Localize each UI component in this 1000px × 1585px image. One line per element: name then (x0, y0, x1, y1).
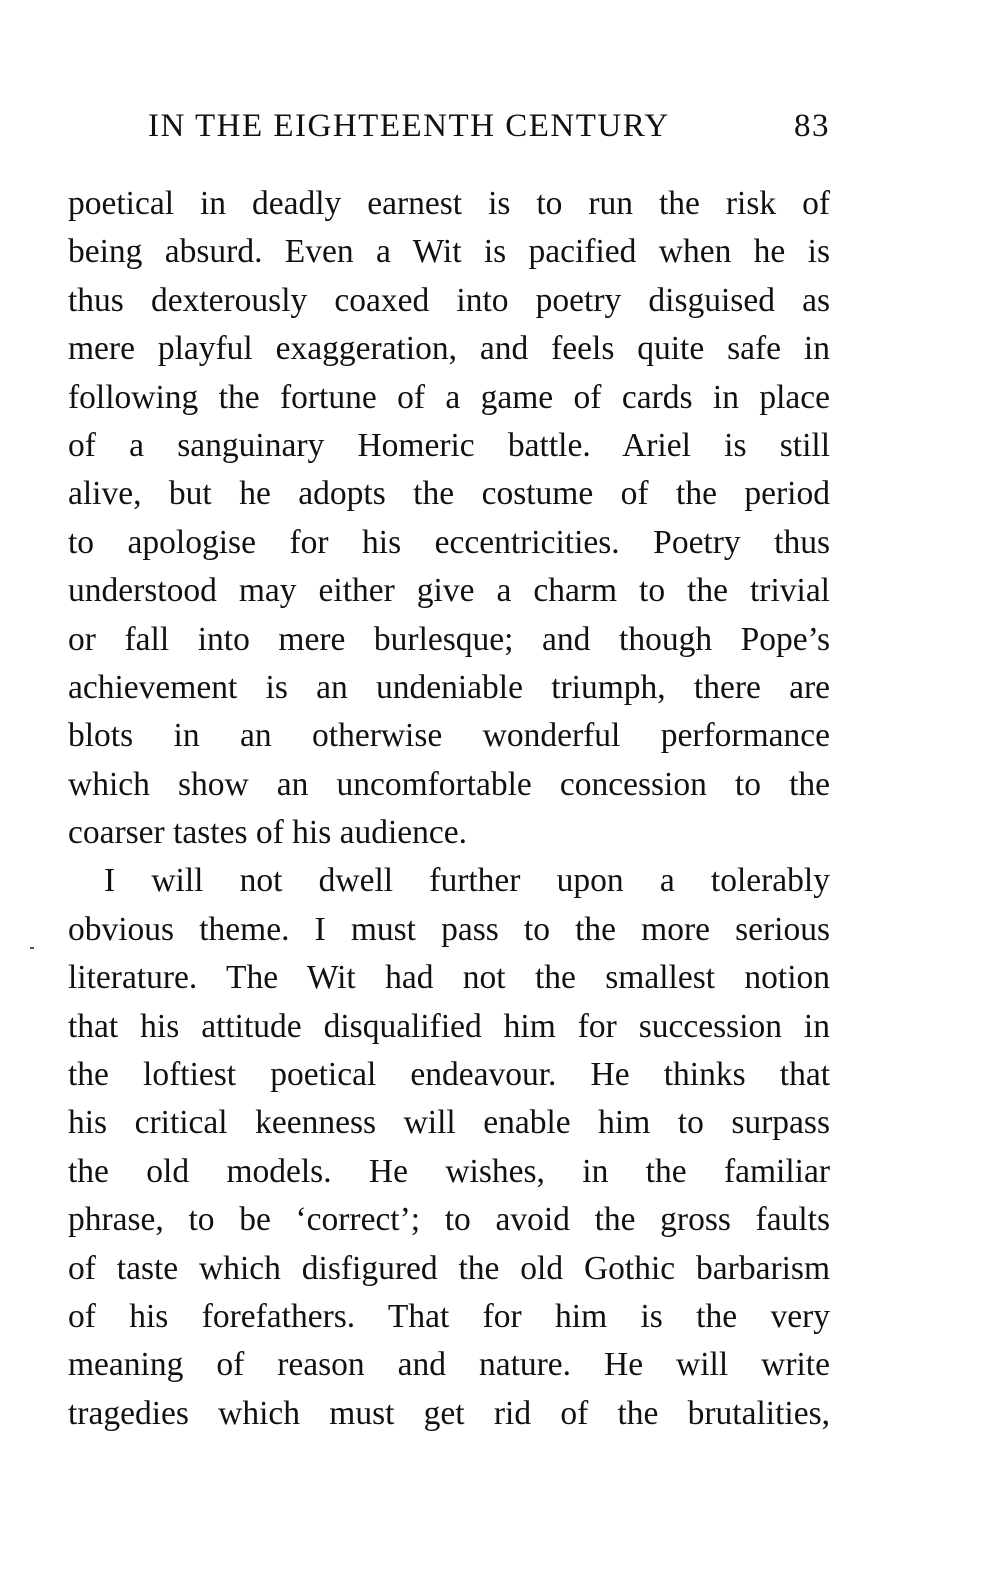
text-line: blots in an otherwise wonderful performance (68, 717, 830, 755)
text-line: poetical in deadly earnest is to run the risk of (68, 185, 830, 222)
text-line: phrase, to be ‘correct’; to avoid the gross faults (68, 1201, 830, 1239)
text-line: obvious theme. I must pass to the more serious (68, 910, 830, 948)
text-line: the loftiest poetical endeavour. He thinks that (68, 1056, 830, 1094)
text-line: achievement is an undeniable triumph, there are (68, 668, 830, 706)
text-line: alive, but he adopts the costume of the period (68, 475, 830, 513)
text-line: thus dexterously coaxed into poetry disguised as (68, 281, 830, 319)
text-line: of taste which disfigured the old Gothic barbarism (68, 1249, 830, 1287)
margin-mark (30, 947, 34, 949)
text-line: literature. The Wit had not the smallest notion (68, 959, 830, 997)
text-line: which show an uncomfortable concession to the (68, 765, 830, 803)
paragraph-end-line: coarser tastes of his audience. (68, 814, 468, 852)
text-line: that his attitude disqualified him for succession in (68, 1007, 830, 1045)
text-line: or fall into mere burlesque; and though Pope’s (68, 620, 830, 658)
text-line: being absurd. Even a Wit is pacified when he is (68, 233, 830, 271)
text-line: meaning of reason and nature. He will write (68, 1346, 830, 1384)
body-text (68, 180, 830, 1438)
paragraph-start-line: I will not dwell further upon a tolerably (104, 862, 830, 900)
text-line: following the fortune of a game of cards in place (68, 378, 830, 416)
text-line: understood may either give a charm to the trivial (68, 572, 830, 610)
text-line: of his forefathers. That for him is the very (68, 1297, 830, 1335)
running-head (70, 108, 830, 158)
text-line: tragedies which must get rid of the brutalities, (68, 1394, 830, 1432)
text-line: of a sanguinary Homeric battle. Ariel is still (68, 426, 830, 464)
text-line: the old models. He wishes, in the familiar (68, 1152, 830, 1190)
text-line: mere playful exaggeration, and feels quite safe in (68, 330, 830, 368)
running-title: IN THE EIGHTEENTH CENTURY (148, 108, 670, 144)
page-number: 83 (794, 108, 830, 144)
text-line: his critical keenness will enable him to surpass (68, 1104, 830, 1142)
text-line: to apologise for his eccentricities. Poetry thus (68, 523, 830, 561)
